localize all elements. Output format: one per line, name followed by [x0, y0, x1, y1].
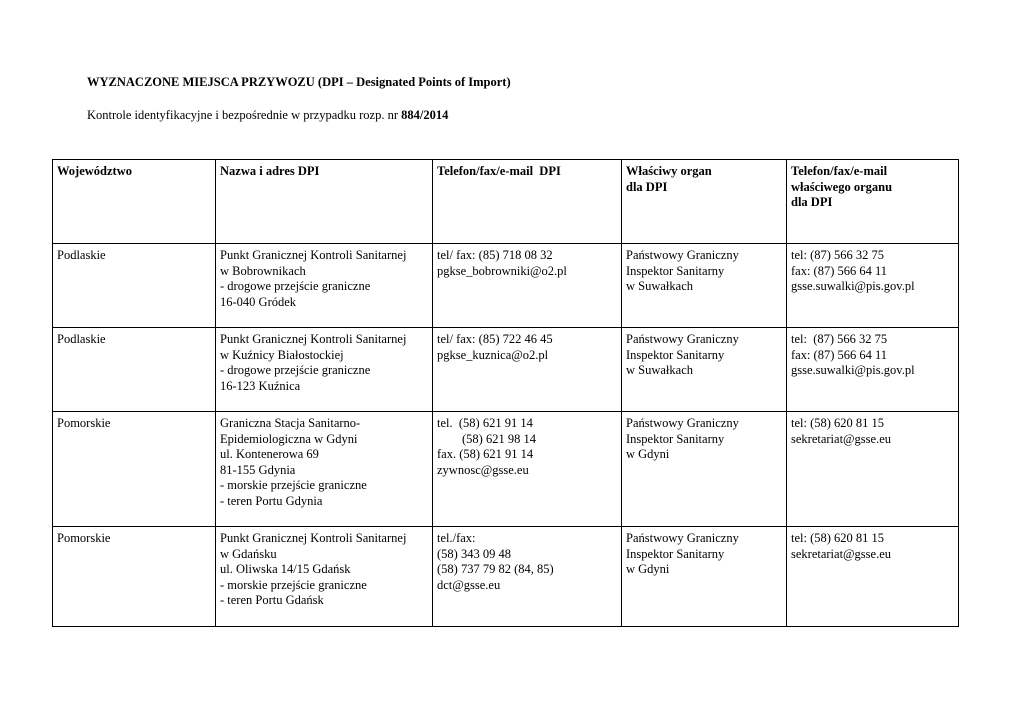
header-dpi-contact: Telefon/fax/e-mail DPI — [433, 160, 622, 244]
subtitle — [87, 108, 448, 124]
table-row — [53, 412, 959, 527]
cell-authority-contact: tel: (58) 620 81 15 sekretariat@gsse.eu — [787, 412, 959, 527]
header-voivodeship: Województwo — [53, 160, 216, 244]
cell-dpi-contact: tel/ fax: (85) 722 46 45 pgkse_kuznica@o2.pl — [433, 328, 622, 412]
cell-voivodeship: Pomorskie — [53, 412, 216, 527]
cell-authority: Państwowy Graniczny Inspektor Sanitarny w Gdyni — [622, 527, 787, 627]
table-header-row — [53, 160, 959, 244]
table-row — [53, 527, 959, 627]
cell-authority-contact: tel: (87) 566 32 75 fax: (87) 566 64 11 gsse.suwalki@pis.gov.pl — [787, 244, 959, 328]
cell-authority: Państwowy Graniczny Inspektor Sanitarny w Suwałkach — [622, 328, 787, 412]
cell-dpi-contact: tel. (58) 621 91 14 (58) 621 98 14 fax. (58) 621 91 14 zywnosc@gsse.eu — [433, 412, 622, 527]
regulation-number: 884/2014 — [401, 108, 449, 122]
table-row — [53, 244, 959, 328]
cell-authority-contact: tel: (87) 566 32 75 fax: (87) 566 64 11 gsse.suwalki@pis.gov.pl — [787, 328, 959, 412]
cell-voivodeship: Podlaskie — [53, 328, 216, 412]
header-authority-contact: Telefon/fax/e-mail właściwego organu dla DPI — [787, 160, 959, 244]
header-authority: Właściwy organ dla DPI — [622, 160, 787, 244]
cell-dpi-name-address: Punkt Granicznej Kontroli Sanitarnej w Bobrownikach - drogowe przejście graniczne 16-040 Gródek — [216, 244, 433, 328]
cell-dpi-contact: tel./fax: (58) 343 09 48 (58) 737 79 82 (84, 85) dct@gsse.eu — [433, 527, 622, 627]
cell-authority: Państwowy Graniczny Inspektor Sanitarny w Suwałkach — [622, 244, 787, 328]
cell-dpi-name-address: Punkt Granicznej Kontroli Sanitarnej w Gdańsku ul. Oliwska 14/15 Gdańsk - morskie przejście graniczne - teren Portu Gdańsk — [216, 527, 433, 627]
cell-voivodeship: Podlaskie — [53, 244, 216, 328]
subtitle-text: Kontrole identyfikacyjne i bezpośrednie w przypadku rozp. nr — [87, 108, 402, 122]
cell-voivodeship: Pomorskie — [53, 527, 216, 627]
dpi-table — [52, 159, 959, 627]
header-dpi-name-address: Nazwa i adres DPI — [216, 160, 433, 244]
cell-dpi-contact: tel/ fax: (85) 718 08 32 pgkse_bobrowniki@o2.pl — [433, 244, 622, 328]
cell-dpi-name-address: Punkt Granicznej Kontroli Sanitarnej w Kuźnicy Białostockiej - drogowe przejście graniczne 16-123 Kuźnica — [216, 328, 433, 412]
cell-dpi-name-address: Graniczna Stacja Sanitarno- Epidemiologiczna w Gdyni ul. Kontenerowa 69 81-155 Gdynia - morskie przejście graniczne - teren Portu Gdynia — [216, 412, 433, 527]
page-title: WYZNACZONE MIEJSCA PRZYWOZU (DPI – Designated Points of Import) — [87, 75, 511, 89]
table-row — [53, 328, 959, 412]
cell-authority-contact: tel: (58) 620 81 15 sekretariat@gsse.eu — [787, 527, 959, 627]
cell-authority: Państwowy Graniczny Inspektor Sanitarny w Gdyni — [622, 412, 787, 527]
